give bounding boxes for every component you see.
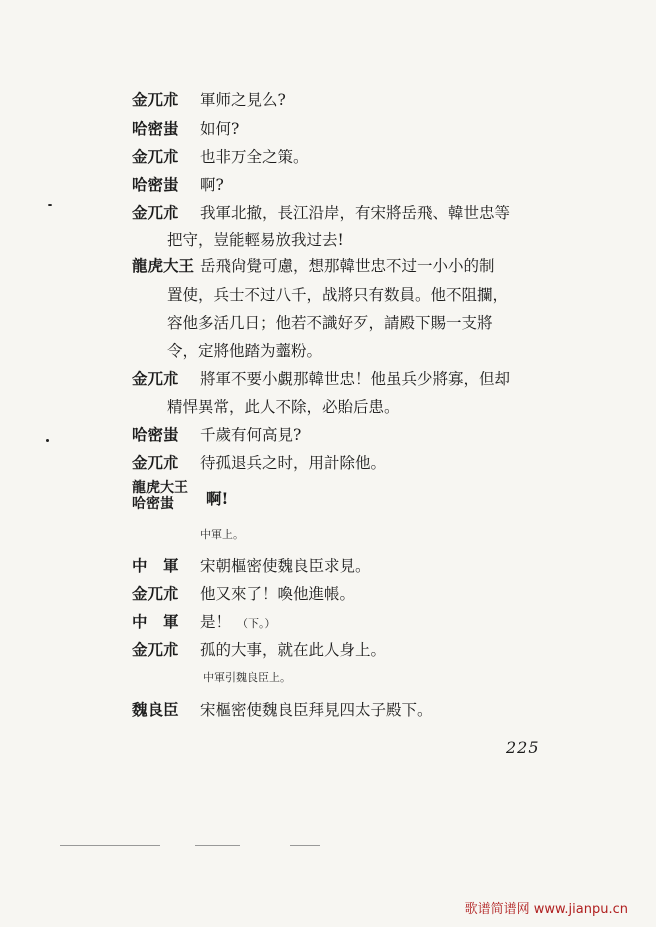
- speaker-name: 龍虎大王: [132, 256, 195, 275]
- speech-text: 也非万全之策。: [200, 148, 309, 166]
- speaker-name: 金兀朮: [132, 90, 179, 109]
- dialogue-line: [132, 90, 286, 110]
- speech-text: 千歲有何高見?: [200, 426, 302, 444]
- speech-continuation: 容他多活几日；他若不識好歹，請殿下賜一支將: [167, 314, 493, 332]
- stage-direction: 中軍引魏良臣上。: [203, 671, 291, 684]
- speaker-name: 哈密蚩: [132, 425, 179, 444]
- speaker-name: 中 軍: [132, 612, 179, 631]
- dialogue-line: [132, 203, 510, 223]
- watermark: 歌谱简谱网 www.jianpu.cn: [464, 902, 628, 917]
- speech-continuation: 令，定將他踏为虀粉。: [167, 342, 323, 360]
- speech-text: 孤的大事，就在此人身上。: [200, 641, 387, 659]
- speech-text: 宋朝樞密使魏良臣求見。: [200, 557, 371, 575]
- scan-artifact-line: [290, 845, 320, 846]
- dialogue-line: [132, 369, 510, 389]
- speech-text: 啊?: [200, 176, 224, 194]
- speaker-name: 龍虎大王: [132, 480, 188, 496]
- speech-text: 如何?: [200, 120, 240, 138]
- speech-continuation: 精悍異常，此人不除，必貽后患。: [167, 398, 400, 416]
- dialogue-line: [132, 640, 386, 660]
- dialogue-line: [132, 425, 301, 445]
- speech-text: 將軍不要小覷那韓世忠！他虽兵少將寡，但却: [200, 370, 511, 388]
- speech-continuation: 置使，兵士不过八千，战將只有数員。他不阻攔，: [167, 286, 509, 304]
- speech-text: 是！: [200, 613, 232, 631]
- speech-text: 軍师之見么?: [200, 91, 286, 109]
- stage-direction: （下。）: [237, 617, 276, 630]
- speech-text: 我軍北撤，長江沿岸，有宋將岳飛、韓世忠等: [200, 204, 511, 222]
- scan-artifact-line: [195, 845, 240, 846]
- scan-mark: [46, 439, 49, 442]
- dialogue-line: [132, 700, 433, 720]
- speech-text: 他又來了！喚他進帳。: [200, 585, 356, 603]
- scan-mark: [48, 204, 52, 206]
- dialogue-line: [132, 147, 309, 167]
- speaker-name: 魏良臣: [132, 700, 179, 719]
- speech-text: 啊!: [206, 489, 229, 508]
- dialogue-line: [132, 119, 239, 139]
- dialogue-line: [132, 453, 386, 473]
- speaker-name: 哈密蚩: [132, 175, 179, 194]
- dialogue-line: [132, 556, 371, 576]
- speaker-name: 金兀朮: [132, 147, 179, 166]
- speaker-name: 哈密蚩: [132, 496, 174, 512]
- speech-text: 岳飛尙覺可慮，想那韓世忠不过一小小的制: [200, 257, 495, 275]
- speaker-name: 金兀朮: [132, 584, 179, 603]
- speaker-name: 金兀朮: [132, 640, 179, 659]
- stage-direction: 中軍上。: [200, 528, 244, 541]
- page-number: 225: [506, 738, 540, 757]
- speech-continuation: 把守，豈能輕易放我过去!: [167, 231, 344, 249]
- speaker-name: 金兀朮: [132, 203, 179, 222]
- speaker-name: 金兀朮: [132, 453, 179, 472]
- dialogue-line: [132, 584, 355, 604]
- speech-text: 宋樞密使魏良臣拜見四太子殿下。: [200, 701, 433, 719]
- speaker-name: 中 軍: [132, 556, 179, 575]
- speaker-name: 金兀朮: [132, 369, 179, 388]
- joint-speakers: [132, 480, 200, 512]
- scan-artifact-line: [60, 845, 160, 846]
- speech-text: 待孤退兵之时，用計除他。: [200, 454, 387, 472]
- dialogue-line: [132, 175, 224, 195]
- speaker-name: 哈密蚩: [132, 119, 179, 138]
- dialogue-line: [132, 612, 276, 634]
- dialogue-line: [132, 256, 495, 276]
